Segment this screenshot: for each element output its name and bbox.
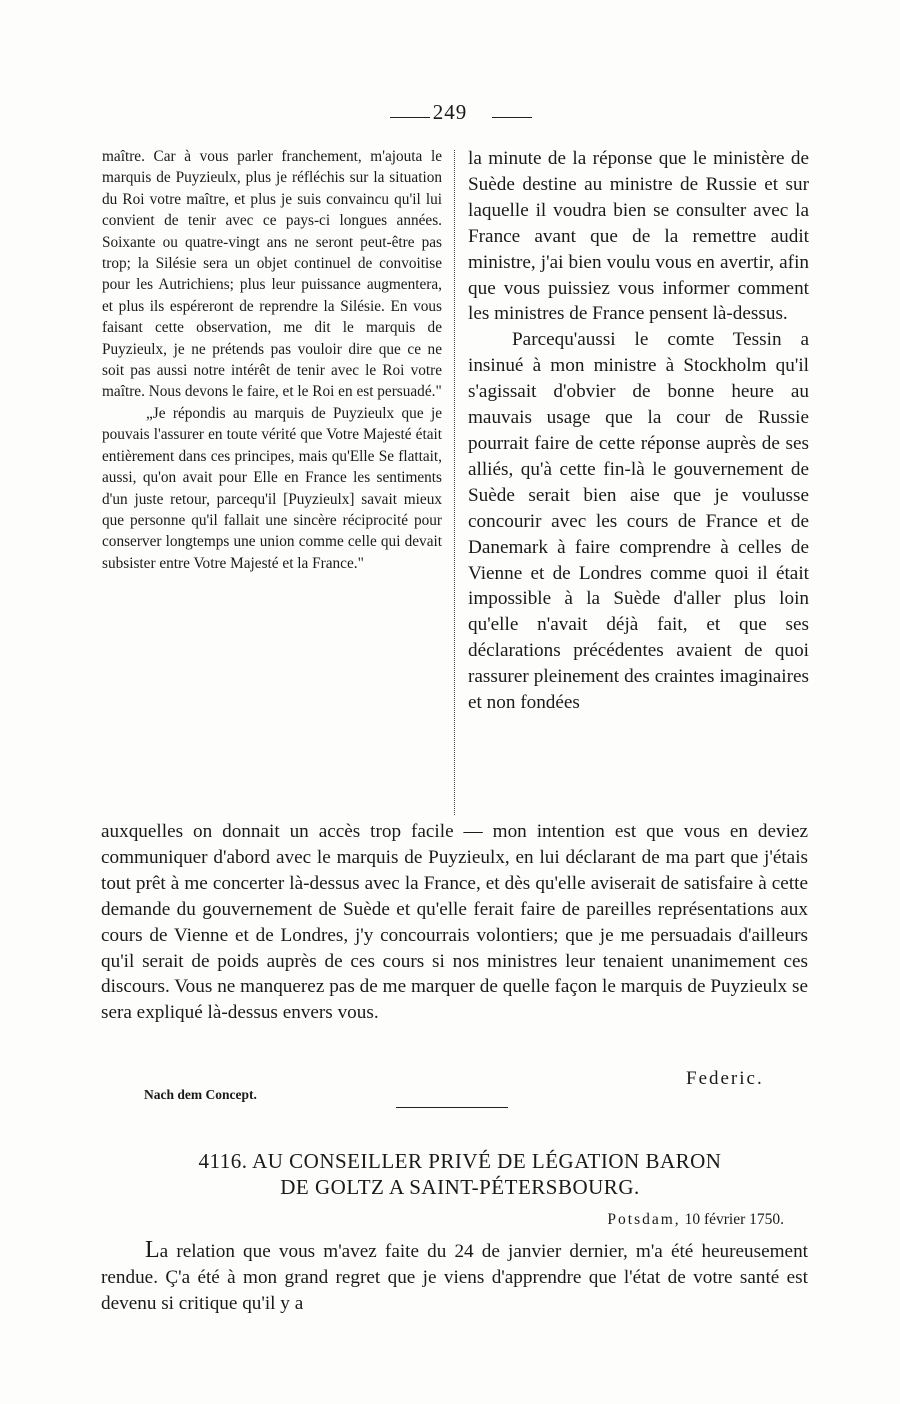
continuation-paragraph: auxquelles on donnait un accès trop facile — mon intention est que vous en deviez communiquer d'abord avec le marquis de Puyzieulx, en lui déclarant de ma part que j'étais tout prêt à me concerter là-dessus avec la France, et dès qu'elle aviserait de satisfaire à cette demande du gouvernement de Suède et qu'elle ferait faire de pareilles représentations aux cours de Vienne et de Londres, j'y concourrais volontiers; que je me persuadais d'ailleurs qu'il serait de poids auprès de ces cours si nos ministres leur tenaient unanimement ces discours. Vous ne manquerez pas de me marquer de quelle façon le marquis de Puyzieulx se sera expliqué là-dessus envers vous. — [101, 821, 808, 1024]
dateline-place: Potsdam, — [607, 1211, 681, 1228]
left-paragraph-1: maître. Car à vous parler franchement, m'ajouta le marquis de Puyzieulx, plus je réfléchis sur la situation du Roi votre maître, et plus je suis convaincu qu'il lui convient de tenir avec ce pays-ci longues années. Soixante ou quatre-vingt ans ne seront peut-être pas trop; la Silésie sera un objet continuel de convoitise pour les Autrichiens; plus leur puissance augmentera, et plus ils espéreront de reprendre la Silésie. En vous faisant cette observation, me dit le marquis de Puyzieulx, je ne prétends pas vouloir dire que ce ne soit pas aussi notre intérêt de tenir avec le Roi votre maître. Nous devons le faire, et le Roi en est persuadé." — [102, 148, 442, 401]
letter-body — [101, 1238, 808, 1317]
dateline-date: 10 février 1750. — [684, 1211, 784, 1228]
column-divider — [454, 150, 455, 815]
header-rule-right — [492, 117, 532, 118]
letter-heading-line-1: 4116. AU CONSEILLER PRIVÉ DE LÉGATION BARON — [198, 1149, 722, 1173]
letter-heading-line-2: DE GOLTZ A SAINT-PÉTERSBOURG. — [280, 1175, 640, 1199]
signature: Federic. — [686, 1068, 764, 1089]
left-column — [102, 146, 442, 574]
right-column — [468, 146, 809, 716]
letter-heading — [120, 1148, 800, 1200]
continuation-text-block — [101, 819, 808, 1026]
source-note: Nach dem Concept. — [144, 1087, 257, 1102]
letter-body-text: a relation que vous m'avez faite du 24 de janvier dernier, m'a été heureusement rendue. Ç'a été à mon grand regret que je viens d'apprendre que l'état de votre santé est devenu si critique qu'il y a — [101, 1241, 808, 1314]
dateline — [500, 1211, 784, 1229]
letter-initial: L — [145, 1237, 160, 1263]
right-paragraph-2: Parcequ'aussi le comte Tessin a insinué à mon ministre à Stockholm qu'il s'agissait d'obvier de bonne heure au mauvais usage que la cour de Russie pourrait faire de cette réponse auprès de ses alliés, qu'à cette fin-là le gouvernement de Suède serait bien aise que je voulusse concourir avec les cours de France et de Danemark à faire comprendre à celles de Vienne et de Londres comme quoi il était impossible à la Suède d'aller plus loin qu'elle n'avait déjà fait, et que ses déclarations précédentes avaient de quoi rassurer pleinement des craintes imaginaires et non fondées — [468, 329, 809, 714]
page-number: 249 — [432, 100, 468, 124]
right-paragraph-1: la minute de la réponse que le ministère de Suède destine au ministre de Russie et sur laquelle il voudra bien se consulter avec la France avant que de la remettre audit ministre, j'ai bien voulu vous en avertir, afin que vous puissiez vous informer comment les ministres de France pensent là-dessus. — [468, 148, 809, 325]
left-paragraph-2: „Je répondis au marquis de Puyzieulx que je pouvais l'assurer en toute vérité que Votre Majesté était entièrement dans ces principes, mais qu'Elle Se flattait, aussi, qu'on avait pour Elle en France les sentiments d'un juste retour, parcequ'il [Puyzieulx] savait mieux que personne qu'il fallait une sincère réciprocité pour conserver longtemps une union comme celle qui devait subsister entre Votre Majesté et la France." — [102, 404, 442, 572]
letter-body-paragraph — [101, 1238, 808, 1317]
section-separator — [396, 1107, 508, 1108]
